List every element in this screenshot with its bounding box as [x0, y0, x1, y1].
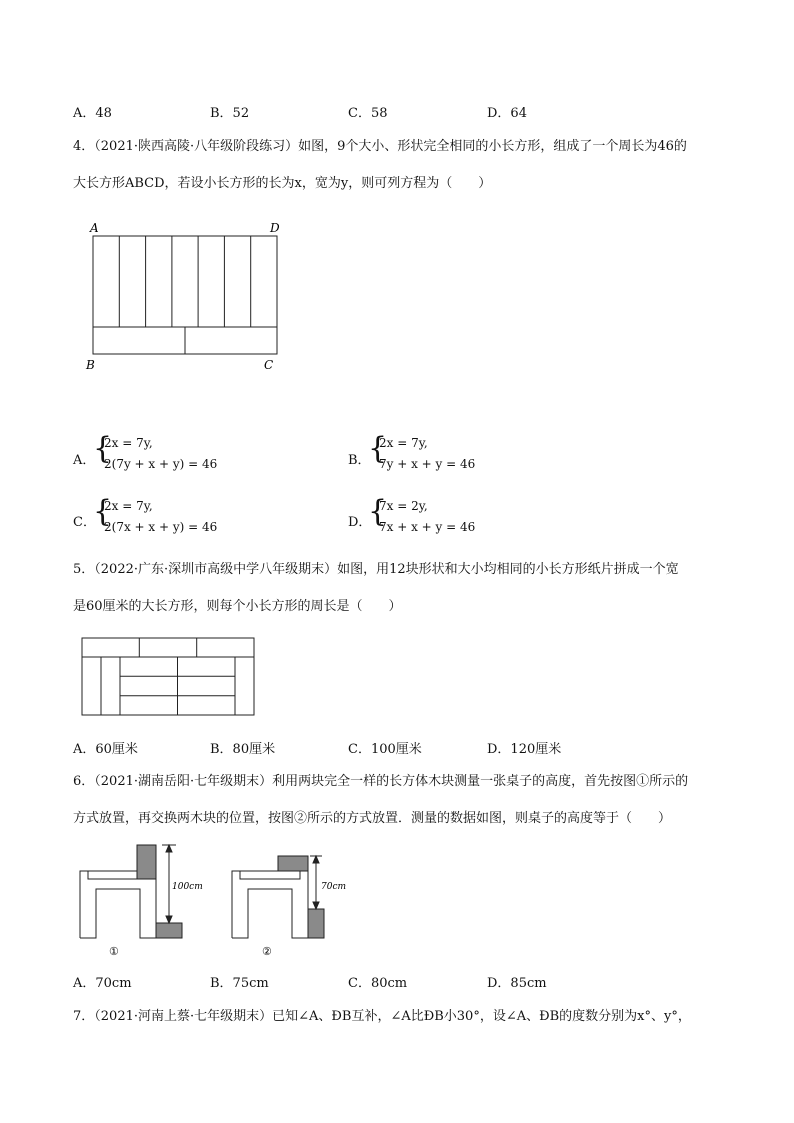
q4-option-d-key: D．: [348, 515, 372, 530]
block-on-floor-2: [308, 909, 324, 938]
q3-option-a: A．48: [73, 106, 112, 121]
q4-option-d-eq1: 7x = 2y,: [379, 499, 428, 513]
block-on-floor-1: [156, 923, 182, 938]
q4-stem-line2: 大长方形ABCD，若设小长方形的长为x，宽为y，则可列方程为（ ）: [73, 176, 492, 191]
q6-stem-line1: 6．（2021·湖南岳阳·七年级期末）利用两块完全一样的长方体木块测量一张桌子的高度，首先按图①所示的: [73, 774, 689, 789]
q4-option-a-eq2: 2(7y + x + y) = 46: [104, 457, 218, 471]
q6-option-c: C．80cm: [348, 976, 408, 991]
q4-option-c-eq1: 2x = 7y,: [104, 499, 153, 513]
q3-option-b: B．52: [210, 106, 250, 121]
q5-option-a: A．60厘米: [73, 742, 138, 757]
q4-option-b-brace: {: [368, 431, 388, 466]
q6-measure-1: 100cm: [172, 882, 203, 892]
q5-stem-line1: 5．（2022·广东·深圳市高级中学八年级期末）如图，用12块形状和大小均相同的小长方形纸片拼成一个宽: [73, 562, 679, 577]
q4-rectangle-figure: [80, 218, 290, 378]
q4-option-b-eq2: 7y + x + y = 46: [379, 457, 476, 471]
block-on-table-2: [278, 856, 308, 871]
q3-option-c: C．58: [348, 106, 388, 121]
q3-option-d: D．64: [487, 106, 527, 121]
q4-stem-line1: 4．（2021·陕西高陵·八年级阶段练习）如图，9个大小、形状完全相同的小长方形，组成了一个周长为46的: [73, 139, 687, 154]
q6-option-d: D．85cm: [487, 976, 547, 991]
q6-stem-line2: 方式放置，再交换两木块的位置，按图②所示的方式放置．测量的数据如图，则桌子的高度等于（ ）: [73, 811, 672, 826]
q6-figure-1: [78, 843, 208, 963]
q4-label-b: B: [86, 358, 95, 372]
q4-option-b-eq1: 2x = 7y,: [379, 436, 428, 450]
q4-label-d: D: [270, 221, 280, 235]
q6-option-b: B．75cm: [210, 976, 269, 991]
q5-option-d: D．120厘米: [487, 742, 562, 757]
q6-figure-2-label: ②: [262, 945, 272, 958]
q4-option-c-eq2: 2(7x + x + y) = 46: [104, 520, 218, 534]
q6-measure-2: 70cm: [321, 882, 347, 892]
q4-option-a-brace: {: [93, 431, 113, 466]
q4-option-c-key: C．: [73, 515, 96, 530]
table-shape-2: [232, 871, 308, 938]
q5-option-b: B．80厘米: [210, 742, 276, 757]
block-on-table-1: [137, 845, 156, 879]
q4-option-d-eq2: 7x + x + y = 46: [379, 520, 476, 534]
q5-tiling-figure: [80, 636, 258, 718]
q6-figure-1-label: ①: [109, 945, 119, 958]
table-shape-1: [80, 871, 156, 938]
q4-label-a: A: [90, 221, 99, 235]
q4-option-c-brace: {: [93, 494, 113, 529]
q4-option-a-eq1: 2x = 7y,: [104, 436, 153, 450]
q4-option-d-brace: {: [368, 494, 388, 529]
q5-option-c: C．100厘米: [348, 742, 422, 757]
q4-label-c: C: [264, 358, 274, 372]
q5-stem-line2: 是60厘米的大长方形，则每个小长方形的周长是（ ）: [73, 599, 402, 614]
q4-option-a-key: A．: [73, 453, 96, 468]
q6-option-a: A．70cm: [73, 976, 132, 991]
q6-figure-2: [230, 843, 360, 963]
q7-stem-line1: 7．（2021·河南上蔡·七年级期末）已知∠A、ÐB互补，∠A比ÐB小30°，设∠A、ÐB的度数分别为x°、y°，: [73, 1009, 691, 1024]
q4-option-b-key: B．: [348, 453, 371, 468]
